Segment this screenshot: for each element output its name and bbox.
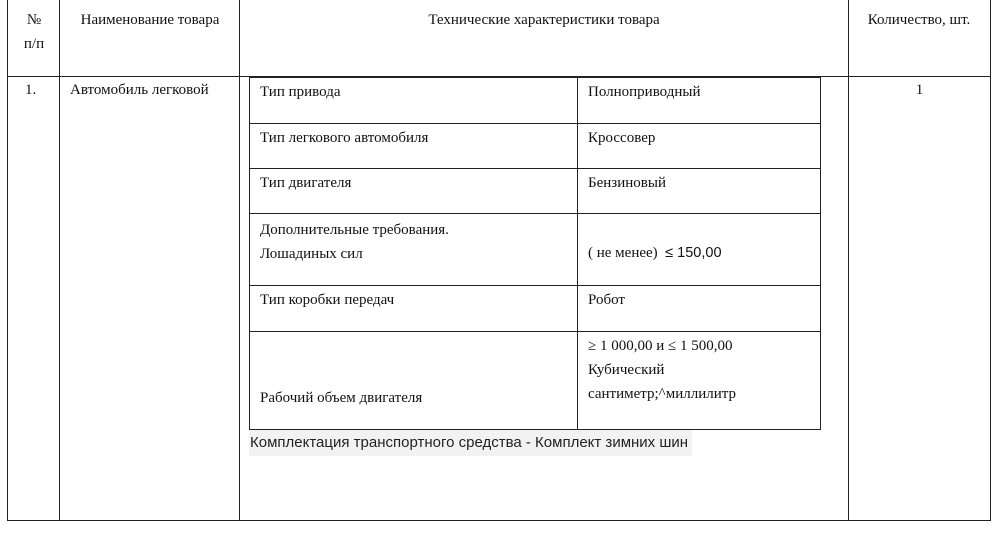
spec-param [250,214,578,286]
spec-param: Тип двигателя [250,169,578,214]
spec-param: Рабочий объем двигателя [250,332,578,430]
spec-value [578,214,821,286]
spec-value-line: сантиметр;^миллилитр [588,386,736,402]
spec-row [250,286,821,332]
spec-value-prefix: ( не менее) [588,244,658,261]
header-number: № п/п [23,12,45,52]
spec-value: Бензиновый [578,169,821,214]
spec-value: Полноприводный [578,78,821,124]
spec-value [578,332,821,430]
spec-value: Кроссовер [578,124,821,169]
spec-value-line: ≥ 1 000,00 и ≤ 1 500,00 [588,338,733,354]
spec-param-line: Лошадиных сил [260,246,363,262]
row-number: 1. [25,82,37,98]
grid-line-col1 [59,0,60,521]
grid-line-right [990,0,991,521]
equipment-note: Комплектация транспортного средства - Комплект зимних шин [249,430,692,456]
spec-param: Тип легкового автомобиля [250,124,578,169]
header-quantity: Количество, шт. [867,12,971,28]
spec-row [250,214,821,286]
spec-row [250,169,821,214]
spec-value-main: ≤ 150,00 [665,244,722,261]
row-product-name: Автомобиль легковой [70,82,209,98]
spec-table [249,77,821,430]
spec-param: Тип привода [250,78,578,124]
grid-line-bottom [7,520,991,521]
spec-row [250,78,821,124]
spec-row [250,332,821,430]
row-quantity: 1 [915,82,924,98]
spec-value-line: Кубический [588,362,665,378]
header-technical-specs: Технические характеристики товара [428,12,660,28]
grid-line-left [7,0,8,521]
header-product-name: Наименование товара [80,12,220,28]
grid-line-col2 [239,0,240,521]
spec-param-line: Дополнительные требования. [260,222,449,238]
spec-param: Тип коробки передач [250,286,578,332]
spec-row [250,124,821,169]
spec-value: Робот [578,286,821,332]
